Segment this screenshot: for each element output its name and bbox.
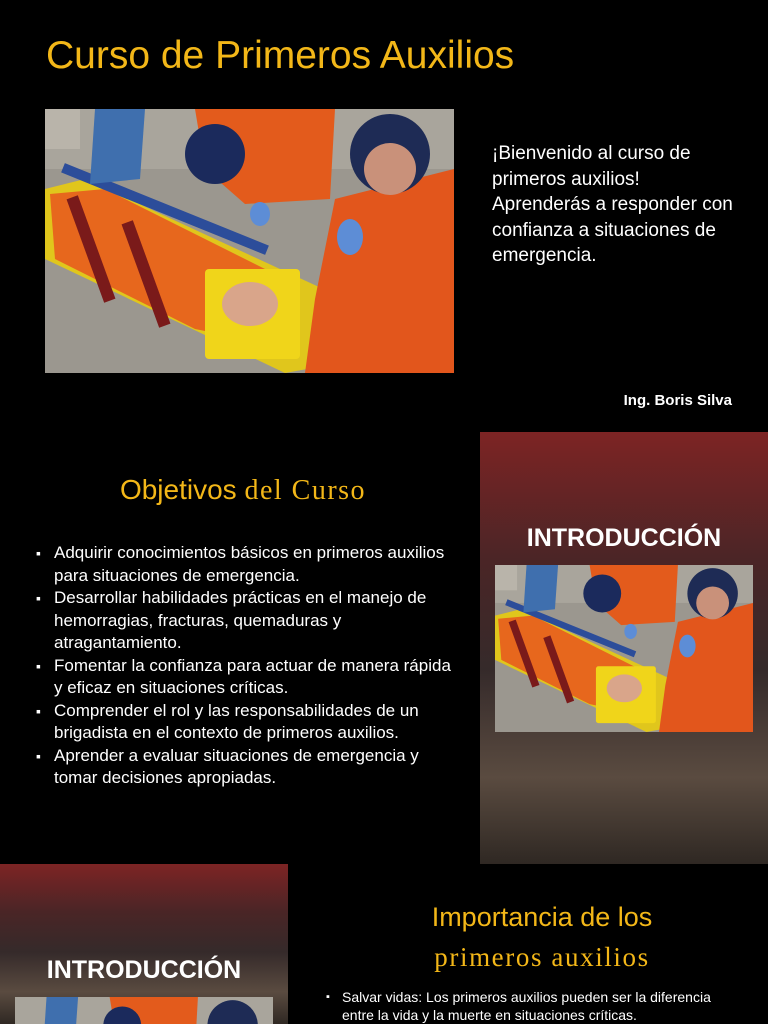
importance-list [326,989,746,1024]
list-item: ▪ Comprender el rol y las responsabilidades de un brigadista en el contexto de primeros auxilios. [36,700,461,745]
course-title: Curso de Primeros Auxilios [46,34,515,77]
list-item: ▪ Desarrollar habilidades prácticas en el manejo de hemorragias, fracturas, quemaduras y atragantamiento. [36,587,461,655]
importance-title-serif: primeros auxilios [434,942,650,972]
welcome-text: ¡Bienvenido al curso de primeros auxilios! Aprenderás a responder con confianza a situaciones de emergencia. [492,143,733,267]
importance-title-main: Importancia de los [431,902,653,932]
objectives-title-main: Objetivos [119,474,245,505]
list-item: ▪ Salvar vidas: Los primeros auxilios pueden ser la diferencia entre la vida y la muerte en situaciones críticas. [326,989,746,1024]
author-name: Ing. Boris Silva [623,392,732,409]
intro-panel-2 [0,864,288,1024]
list-item: ▪ Fomentar la confianza para actuar de manera rápida y eficaz en situaciones críticas. [36,655,461,700]
intro-title-2: INTRODUCCIÓN [46,956,242,984]
rescue-training-photo [45,109,454,373]
list-item: ▪ Adquirir conocimientos básicos en primeros auxilios para situaciones de emergencia. [36,542,461,587]
intro-panel [480,432,768,864]
objectives-title-serif: del Curso [244,475,367,506]
list-item: ▪ Aprender a evaluar situaciones de emergencia y tomar decisiones apropiadas. [36,745,461,790]
objectives-title [0,474,486,507]
objectives-list [36,542,461,790]
rescue-training-photo-small-2 [15,997,273,1024]
rescue-training-photo-small [495,565,753,732]
intro-title: INTRODUCCIÓN [526,524,722,552]
importance-title [300,897,768,977]
